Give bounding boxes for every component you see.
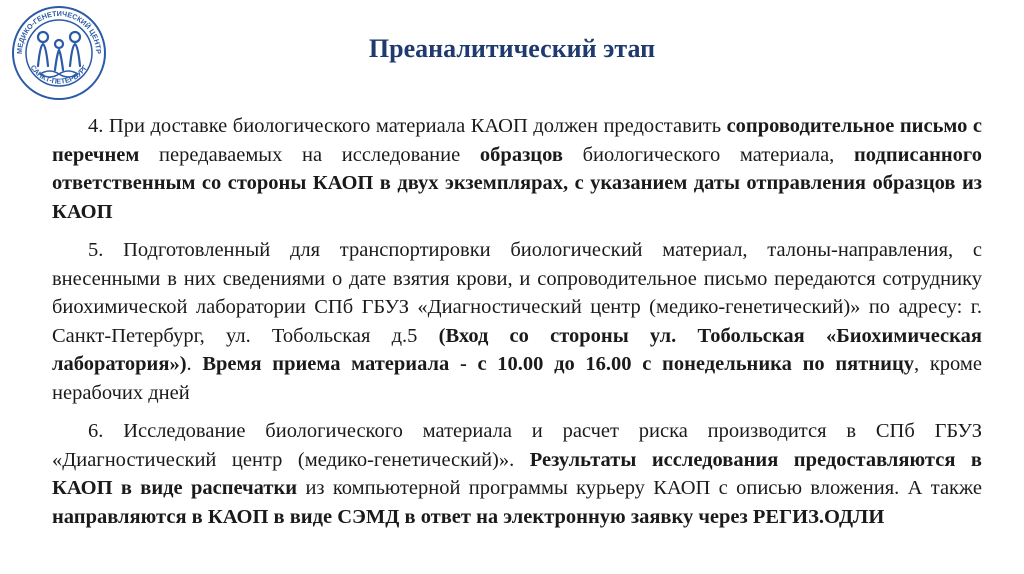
slide-body	[52, 112, 982, 541]
paragraph-item-5	[52, 236, 982, 407]
text-segment: .	[186, 353, 203, 375]
bold-text-segment: (Вход со стороны ул. Тобольская «Биохимическая лаборатория»)	[52, 324, 982, 375]
paragraph-item-6	[52, 417, 982, 531]
bold-text-segment: сопроводительное письмо с перечнем	[52, 115, 982, 166]
bold-text-segment: подписанного ответственным со стороны КАОП в двух экземплярах, с указанием даты отправления образцов из КАОП	[52, 143, 982, 223]
bold-text-segment: Результаты исследования предоставляются в КАОП в виде распечатки	[52, 448, 982, 499]
text-segment: 5. Подготовленный для транспортировки биологический материал, талоны-направления, с внесенными в них сведениями о дате взятия крови, и сопроводительное письмо передаются сотруднику биохимической лаборатории СПб ГБУЗ «Диагностический центр (медико-генетический)» по адресу: г. Санкт-Петербург, ул. Тобольская д.5	[52, 239, 982, 347]
text-segment: передаваемых на исследование	[139, 143, 480, 166]
bold-text-segment: направляются в КАОП в виде СЭМД в ответ на электронную заявку через РЕГИЗ.ОДЛИ	[52, 505, 885, 528]
logo-ring-text-bottom: САНКТ-ПЕТЕРБУРГ	[28, 63, 90, 86]
slide-title: Преаналитический этап	[368, 34, 656, 63]
text-segment: из компьютерной программы курьеру КАОП с описью вложения. А также	[297, 477, 983, 499]
text-segment: , кроме нерабочих дней	[52, 353, 982, 404]
text-segment: 4. При доставке биологического материала КАОП должен предоставить	[88, 115, 727, 137]
paragraph-item-4	[52, 112, 982, 226]
bold-text-segment: образцов	[479, 143, 563, 166]
text-segment: 6. Исследование биологического материала и расчет риска производится в СПб ГБУЗ «Диагностический центр (медико-генетический)».	[52, 420, 982, 471]
logo-ring-text-top: МЕДИКО-ГЕНЕТИЧЕСКИЙ ЦЕНТР	[14, 8, 104, 55]
text-segment: биологического материала,	[562, 143, 854, 166]
bold-text-segment: Время приема материала - с 10.00 до 16.00 с понедельника по пятницу	[202, 353, 915, 375]
